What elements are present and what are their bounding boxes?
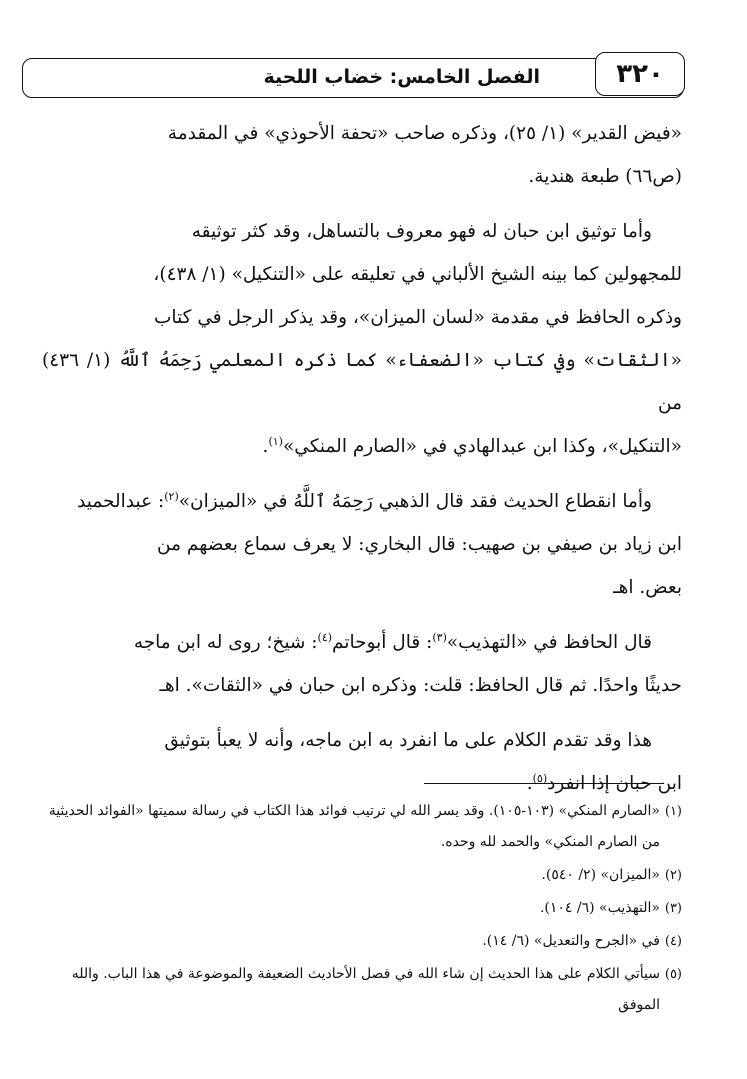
text-line <box>42 621 682 664</box>
text-line: للمجهولين كما بينه الشيخ الألباني في تعليقه على «التنكيل» (١/ ٤٣٨)، <box>153 264 682 285</box>
text-segment: : شيخ؛ روى له ابن ماجه <box>133 632 318 653</box>
text-line: حديثًا واحدًا. ثم قال الحافظ: قلت: وذكره ابن حبان في «الثقات». اهـ <box>159 675 682 696</box>
text-segment: : عبدالحميد <box>77 491 165 512</box>
text-line <box>42 480 682 523</box>
chapter-title: الفصل الخامس: خضاب اللحية <box>263 66 540 88</box>
footnote-ref-5[interactable]: (٥) <box>532 771 548 785</box>
footnote-text: «التهذيب» (٦/ ١٠٤). <box>539 900 660 916</box>
footnote-ref-4[interactable]: (٤) <box>317 630 333 644</box>
footnote-text: سيأتي الكلام على هذا الحديث إن شاء الله في فصل الأحاديث الضعيفة والموضوعة في هذا الباب. والله الموفق <box>71 966 660 1013</box>
text-segment: ابن حبان إذا انفرد <box>547 773 682 794</box>
footnote-text: «الميزان» (٢/ ٥٤٠). <box>541 867 660 883</box>
text-segment: : قال أبوحاتم <box>332 632 433 653</box>
main-text <box>42 112 682 817</box>
text-segment: . <box>262 436 269 457</box>
footnote-text: «الصارم المنكي» (١٠٣-١٠٥). وقد يسر الله لي ترتيب فوائد هذا الكتاب في رسالة سميتها «الفوائد الحديثية من الصارم المنكي» والحمد لله وحده. <box>48 803 660 850</box>
footnote-4 <box>42 926 682 957</box>
paragraph-1 <box>42 112 682 198</box>
text-line: بعض. اهـ <box>613 577 682 598</box>
text-line: ابن زياد بن صيفي بن صهيب: قال البخاري: لا يعرف سماع بعضهم من <box>157 534 682 555</box>
page-number: ٣٢٠ <box>595 52 685 96</box>
footnote-number: (١) <box>664 804 682 819</box>
footnote-ref-2[interactable]: (٢) <box>164 489 179 503</box>
text-line: وذكره الحافظ في مقدمة «لسان الميزان»، وقد يذكر الرجل في كتاب <box>154 307 682 328</box>
text-segment: . <box>526 773 533 794</box>
paragraph-4 <box>42 621 682 707</box>
text-line: (ص٦٦) طبعة هندية. <box>528 166 682 187</box>
footnote-ref-1[interactable]: (١) <box>268 434 283 448</box>
footnote-3 <box>42 893 682 924</box>
footnote-5 <box>42 959 682 1021</box>
footnote-text: في «الجرح والتعديل» (٦/ ١٤). <box>482 933 660 949</box>
footnote-separator <box>424 783 664 784</box>
text-line <box>42 425 682 468</box>
footnote-number: (٢) <box>664 868 682 883</box>
footnote-ref-3[interactable]: (٣) <box>432 630 447 644</box>
text-line: «فيض القدير» (١/ ٢٥)، وذكره صاحب «تحفة الأحوذي» في المقدمة <box>167 123 682 144</box>
text-segment: قال الحافظ في «التهذيب» <box>446 632 652 653</box>
paragraph-5 <box>42 719 682 805</box>
footnote-1 <box>42 796 682 858</box>
footnote-number: (٣) <box>664 901 682 916</box>
text-segment: وأما انقطاع الحديث فقد قال الذهبي رَحِمَهُ ٱللَّهُ في «الميزان» <box>178 491 652 512</box>
footnotes <box>42 796 682 1023</box>
paragraph-3 <box>42 480 682 609</box>
text-line: هذا وقد تقدم الكلام على ما انفرد به ابن ماجه، وأنه لا يعبأ بتوثيق <box>164 730 652 751</box>
footnote-number: (٤) <box>664 934 682 949</box>
text-line: وأما توثيق ابن حبان له فهو معروف بالتساهل، وقد كثر توثيقه <box>191 221 652 242</box>
paragraph-2 <box>42 210 682 468</box>
text-segment: «التنكيل»، وكذا ابن عبدالهادي في «الصارم المنكي» <box>282 436 682 457</box>
text-line: «الثقات» وفي كتاب «الضعفاء» كما ذكره المعلمي رَحِمَهُ ٱللَّهُ (١/ ٤٣٦) من <box>42 350 682 414</box>
footnote-number: (٥) <box>664 967 682 982</box>
footnote-2 <box>42 860 682 891</box>
